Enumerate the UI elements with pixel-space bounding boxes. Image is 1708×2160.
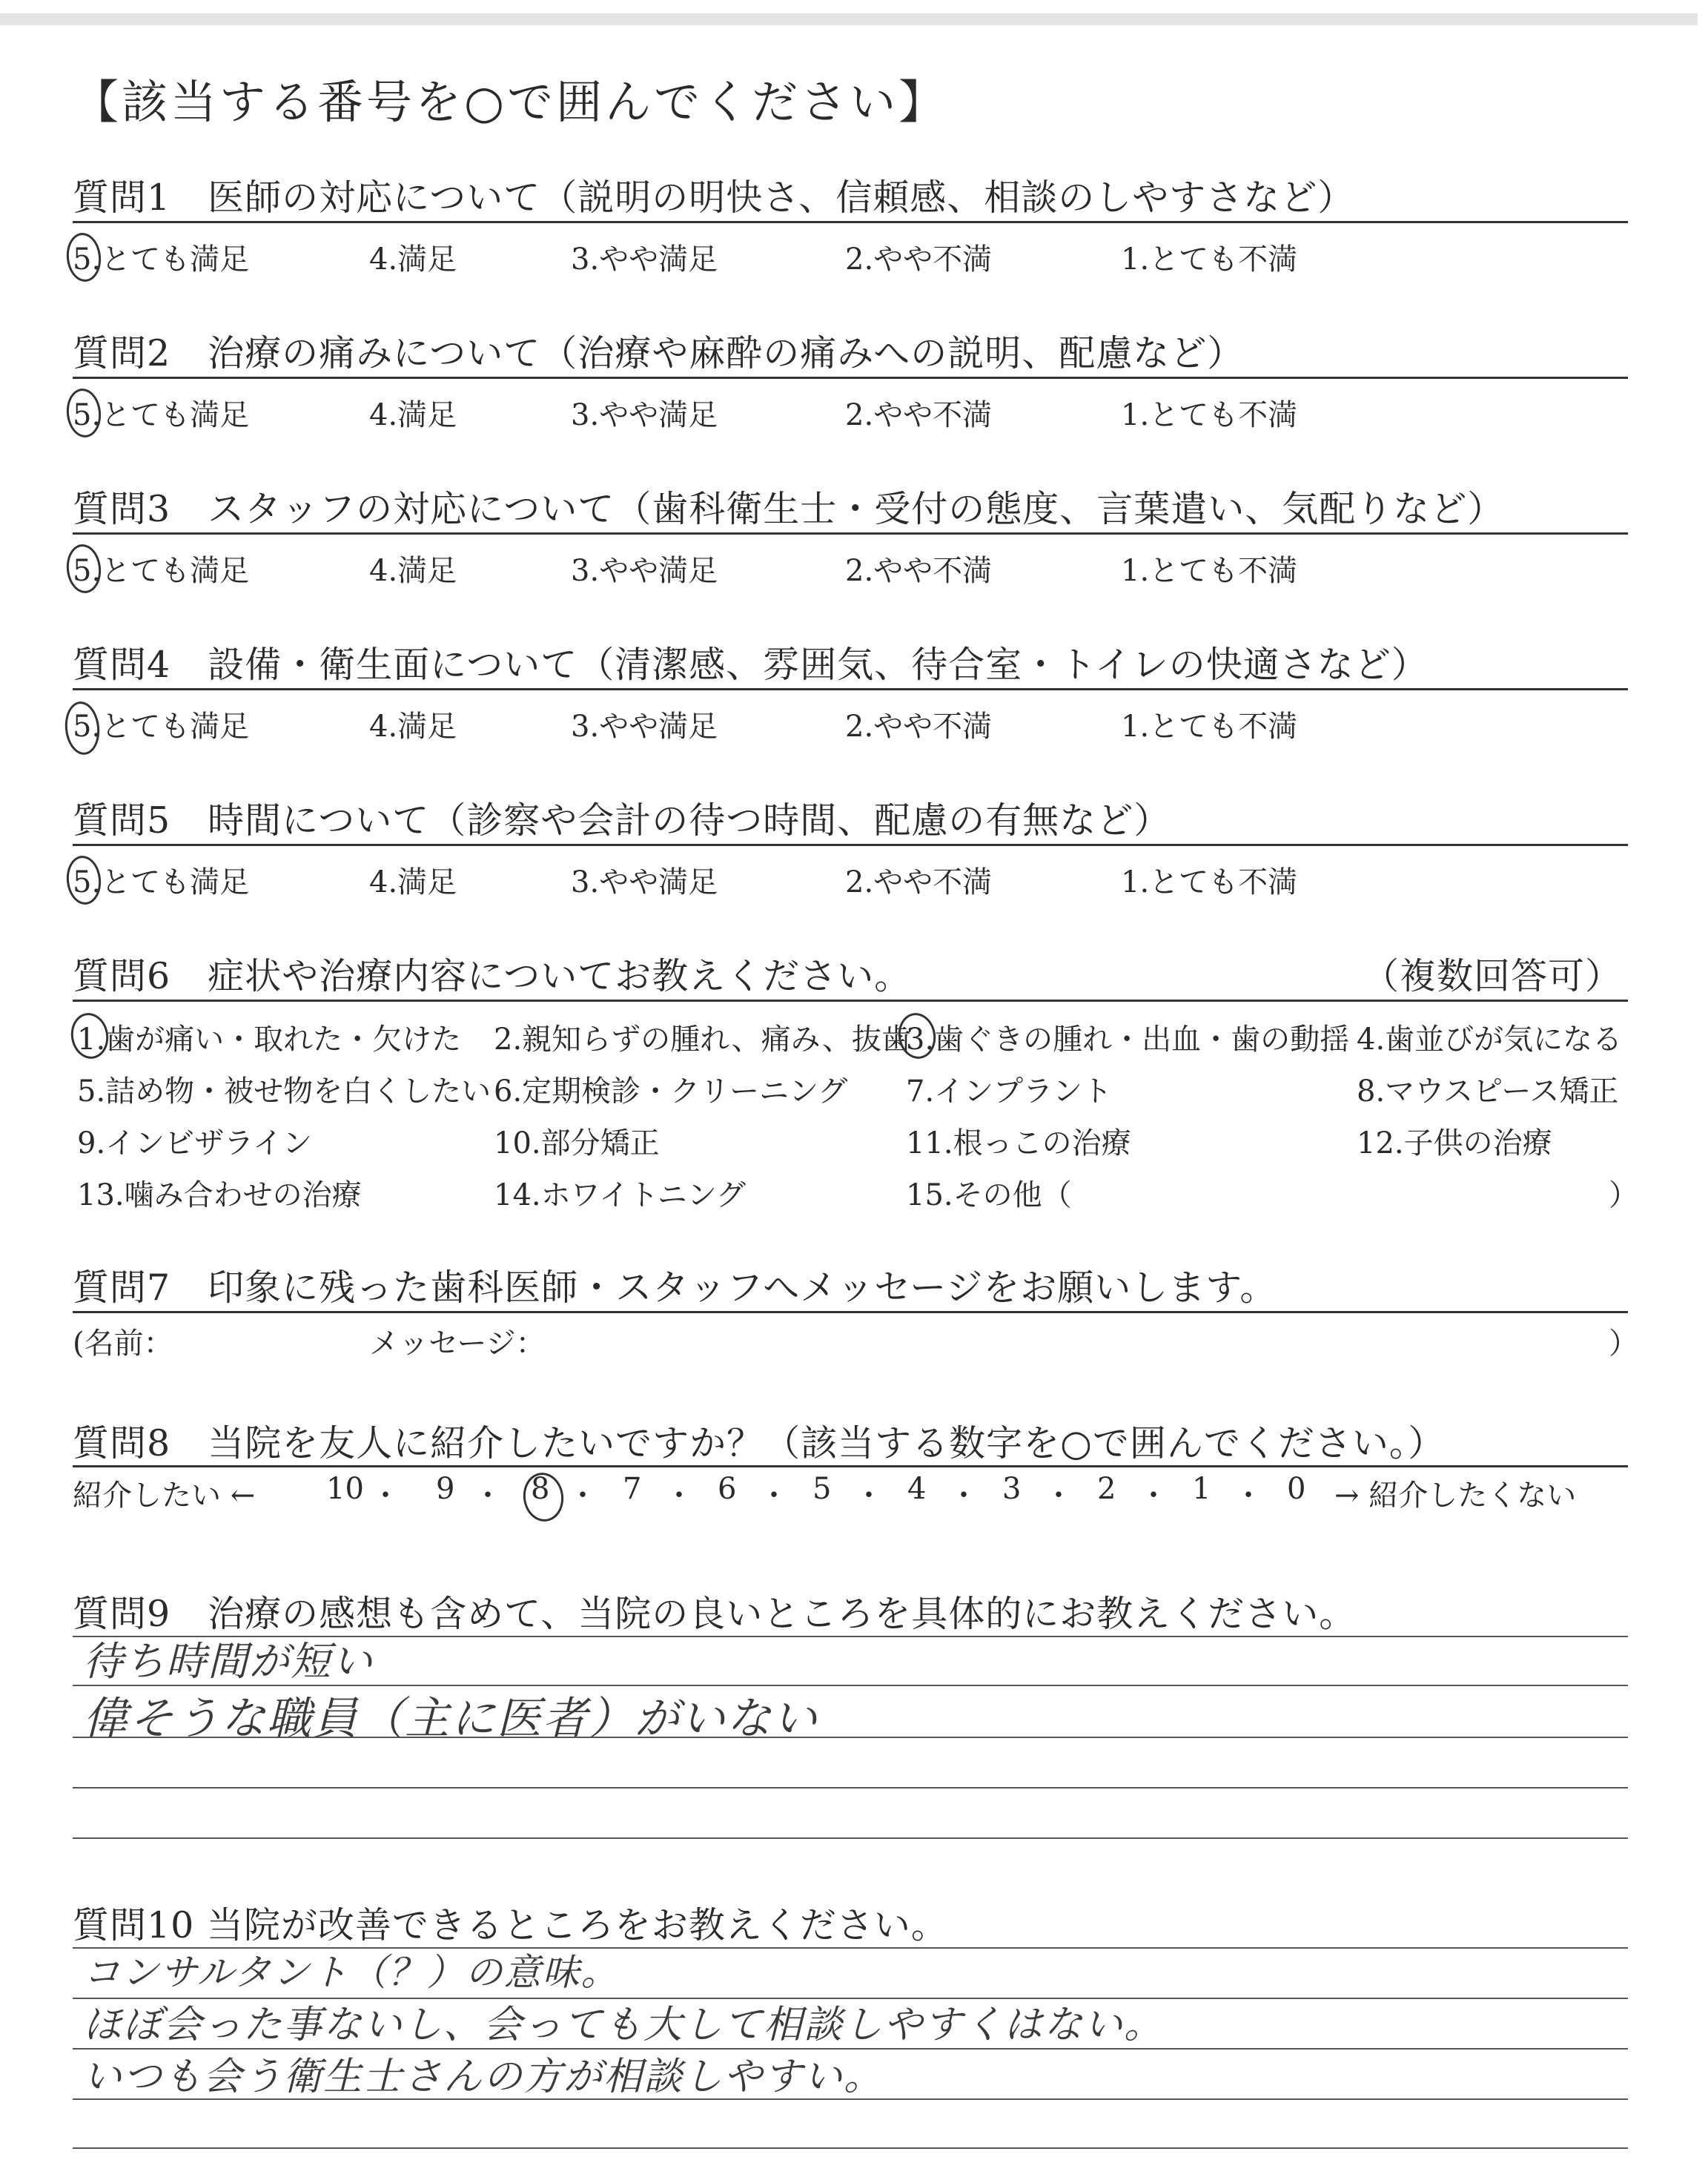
q9-answer-line-5 bbox=[73, 1837, 1628, 1839]
q3-option-5[interactable]: 5.とても満足 bbox=[73, 554, 250, 588]
q8-dot: ・ bbox=[473, 1479, 503, 1513]
q8-number-9[interactable]: 9 bbox=[436, 1472, 455, 1506]
q2-option-1[interactable]: 1.とても不満 bbox=[1121, 398, 1298, 432]
form-instruction: 【該当する番号を○で囲んでください】 bbox=[73, 75, 948, 129]
q6-option-14[interactable]: 14.ホワイトニング bbox=[494, 1178, 747, 1212]
q2-option-5[interactable]: 5.とても満足 bbox=[73, 398, 250, 432]
q5-option-2[interactable]: 2.やや不満 bbox=[845, 865, 993, 899]
q4-option-5[interactable]: 5.とても満足 bbox=[73, 710, 250, 744]
q8-left-label: 紹介したい ← bbox=[73, 1479, 256, 1513]
question-10: 質問10 当院が改善できるところをお教えください。 bbox=[73, 1904, 948, 1946]
question-2: 質問2 治療の痛みについて（治療や麻酔の痛みへの説明、配慮など） bbox=[73, 332, 1245, 374]
q3-option-2[interactable]: 2.やや不満 bbox=[845, 554, 993, 588]
q9-handwritten-answer-2: 偉そうな職員（主に医者）がいない bbox=[83, 1693, 818, 1745]
q1-option-5[interactable]: 5.とても満足 bbox=[73, 242, 250, 277]
q3-option-1[interactable]: 1.とても不満 bbox=[1121, 554, 1298, 588]
question-1-rule bbox=[73, 221, 1628, 223]
q8-number-0[interactable]: 0 bbox=[1287, 1472, 1306, 1506]
q8-dot: ・ bbox=[664, 1479, 694, 1513]
q8-dot: ・ bbox=[371, 1479, 400, 1513]
q8-number-3[interactable]: 3 bbox=[1002, 1472, 1022, 1506]
q9-answer-line-4 bbox=[73, 1787, 1628, 1789]
q2-option-2[interactable]: 2.やや不満 bbox=[845, 398, 993, 432]
q6-option-1[interactable]: 1.歯が痛い・取れた・欠けた bbox=[77, 1023, 462, 1057]
q6-option-11[interactable]: 11.根っこの治療 bbox=[906, 1126, 1131, 1160]
q7-name-label: (名前： bbox=[73, 1327, 173, 1361]
q5-option-4[interactable]: 4.満足 bbox=[369, 865, 457, 899]
question-4-rule bbox=[73, 688, 1628, 690]
question-6-note: （複数回答可） bbox=[1363, 955, 1623, 997]
q7-close-paren: ） bbox=[1609, 1327, 1638, 1361]
q6-option-2[interactable]: 2.親知らずの腫れ、痛み、抜歯 bbox=[494, 1023, 911, 1057]
question-8: 質問8 当院を友人に紹介したいですか？（該当する数字を○で囲んでください。） bbox=[73, 1422, 1446, 1464]
q6-other-close-paren: ） bbox=[1609, 1178, 1638, 1212]
q6-option-7[interactable]: 7.インプラント bbox=[906, 1074, 1113, 1109]
q8-number-1[interactable]: 1 bbox=[1192, 1472, 1211, 1506]
q1-option-3[interactable]: 3.やや満足 bbox=[571, 242, 718, 277]
q4-option-3[interactable]: 3.やや満足 bbox=[571, 710, 718, 744]
q9-handwritten-answer-1: 待ち時間が短い bbox=[83, 1638, 374, 1685]
q10-handwritten-answer-2: ほぼ会った事ないし、会っても大して相談しやすくはない。 bbox=[83, 2003, 1165, 2047]
q8-number-8[interactable]: 8 bbox=[531, 1472, 550, 1506]
q6-option-8[interactable]: 8.マウスピース矯正 bbox=[1357, 1074, 1619, 1109]
q1-option-1[interactable]: 1.とても不満 bbox=[1121, 242, 1298, 277]
q7-message-label: メッセージ： bbox=[369, 1327, 546, 1361]
q6-option-10[interactable]: 10.部分矯正 bbox=[494, 1126, 660, 1160]
question-9: 質問9 治療の感想も含めて、当院の良いところを具体的にお教えください。 bbox=[73, 1593, 1357, 1635]
q6-option-3[interactable]: 3.歯ぐきの腫れ・出血・歯の動揺 bbox=[906, 1023, 1350, 1057]
q8-number-10[interactable]: 10 bbox=[326, 1472, 364, 1506]
question-6-rule bbox=[73, 1000, 1628, 1002]
q10-handwritten-answer-3: いつも会う衛生士さんの方が相談しやすい。 bbox=[83, 2055, 884, 2099]
q8-dot: ・ bbox=[1044, 1479, 1073, 1513]
question-3-rule bbox=[73, 532, 1628, 535]
q8-dot: ・ bbox=[1139, 1479, 1168, 1513]
q3-option-4[interactable]: 4.満足 bbox=[369, 554, 457, 588]
q6-option-13[interactable]: 13.噛み合わせの治療 bbox=[77, 1178, 362, 1212]
q10-answer-line-5 bbox=[73, 2147, 1628, 2149]
q8-right-label: → 紹介したくない bbox=[1334, 1479, 1577, 1513]
question-7-rule bbox=[73, 1311, 1628, 1313]
question-2-rule bbox=[73, 377, 1628, 379]
q6-option-9[interactable]: 9.インビザライン bbox=[77, 1126, 312, 1160]
q3-option-3[interactable]: 3.やや満足 bbox=[571, 554, 718, 588]
q2-option-3[interactable]: 3.やや満足 bbox=[571, 398, 718, 432]
q1-option-2[interactable]: 2.やや不満 bbox=[845, 242, 993, 277]
q6-option-4[interactable]: 4.歯並びが気になる bbox=[1357, 1023, 1623, 1057]
q5-option-3[interactable]: 3.やや満足 bbox=[571, 865, 718, 899]
q6-option-15[interactable]: 15.その他（ bbox=[906, 1178, 1072, 1212]
question-4: 質問4 設備・衛生面について（清潔感、雰囲気、待合室・トイレの快適さなど） bbox=[73, 644, 1429, 686]
question-7: 質問7 印象に残った歯科医師・スタッフへメッセージをお願いします。 bbox=[73, 1266, 1277, 1309]
q6-option-5[interactable]: 5.詰め物・被せ物を白くしたい bbox=[77, 1074, 491, 1109]
question-5: 質問5 時間について（診察や会計の待つ時間、配慮の有無など） bbox=[73, 799, 1171, 842]
q8-dot: ・ bbox=[854, 1479, 884, 1513]
q8-rating-scale bbox=[73, 1472, 1628, 1513]
q8-dot: ・ bbox=[1234, 1479, 1263, 1513]
q6-option-6[interactable]: 6.定期検診・クリーニング bbox=[494, 1074, 848, 1109]
q8-number-2[interactable]: 2 bbox=[1097, 1472, 1116, 1506]
q5-option-1[interactable]: 1.とても不満 bbox=[1121, 865, 1298, 899]
q8-number-7[interactable]: 7 bbox=[623, 1472, 642, 1506]
q6-option-12[interactable]: 12.子供の治療 bbox=[1357, 1126, 1552, 1160]
q8-dot: ・ bbox=[949, 1479, 979, 1513]
q10-handwritten-answer-1: コンサルタント（？）の意味。 bbox=[83, 1951, 620, 1994]
question-5-rule bbox=[73, 844, 1628, 846]
question-8-rule bbox=[73, 1465, 1628, 1467]
q2-option-4[interactable]: 4.満足 bbox=[369, 398, 457, 432]
q1-option-4[interactable]: 4.満足 bbox=[369, 242, 457, 277]
q4-option-4[interactable]: 4.満足 bbox=[369, 710, 457, 744]
q8-dot: ・ bbox=[568, 1479, 598, 1513]
q4-option-1[interactable]: 1.とても不満 bbox=[1121, 710, 1298, 744]
question-6: 質問6 症状や治療内容についてお教えください。 bbox=[73, 955, 912, 997]
q4-option-2[interactable]: 2.やや不満 bbox=[845, 710, 993, 744]
q8-number-6[interactable]: 6 bbox=[718, 1472, 737, 1506]
question-3: 質問3 スタッフの対応について（歯科衛生士・受付の態度、言葉遣い、気配りなど） bbox=[73, 488, 1505, 530]
scan-edge bbox=[0, 13, 1698, 25]
q5-option-5[interactable]: 5.とても満足 bbox=[73, 865, 250, 899]
q8-number-5[interactable]: 5 bbox=[812, 1472, 832, 1506]
q8-number-4[interactable]: 4 bbox=[907, 1472, 927, 1506]
q8-dot: ・ bbox=[759, 1479, 789, 1513]
question-1: 質問1 医師の対応について（説明の明快さ、信頼感、相談のしやすさなど） bbox=[73, 176, 1355, 219]
